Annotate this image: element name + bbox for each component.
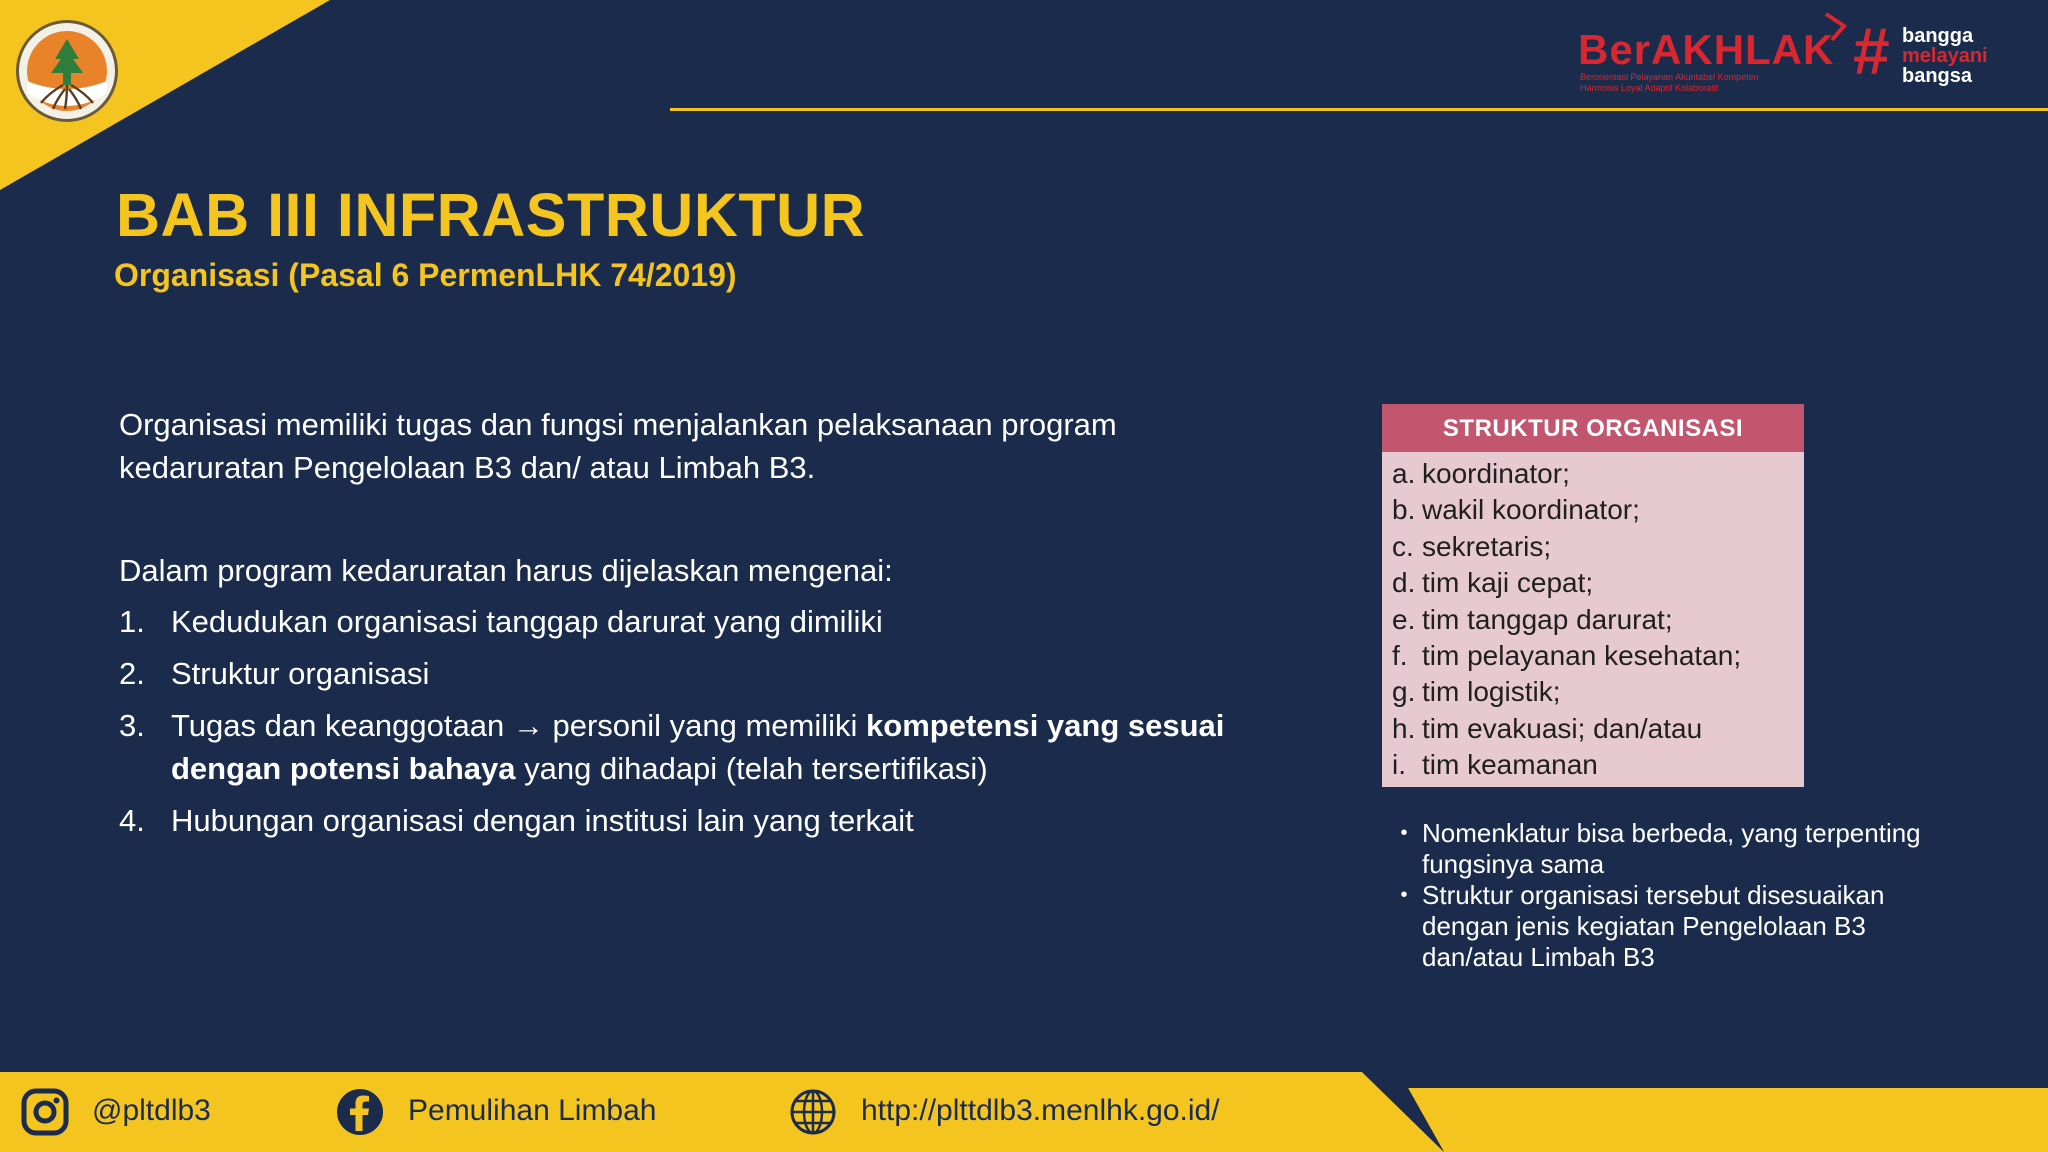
structure-list [1382,452,1804,784]
structure-box [1382,404,1804,787]
bullet-icon: • [1400,884,1408,906]
bullet-icon: • [1400,822,1408,844]
slide-body [119,403,1239,851]
structure-item: d. tim kaji cepat; [1392,567,1594,599]
structure-item: b. wakil koordinator; [1392,494,1640,526]
structure-item: g. tim logistik; [1392,676,1561,708]
lead-sentence: Dalam program kedaruratan harus dijelaskan mengenai: [119,553,893,588]
list-item: 2. Struktur organisasi [119,656,430,691]
ministry-logo [16,20,118,122]
structure-heading: STRUKTUR ORGANISASI [1382,404,1804,452]
note-item: • Struktur organisasi tersebut disesuaikan dengan jenis kegiatan Pengelolaan B3 dan/atau Limbah B3 [1386,880,1946,973]
note-item: • Nomenklatur bisa berbeda, yang terpenting fungsinya sama [1386,818,1946,880]
brand-name: BerAKHLAK [1578,26,1835,73]
brand-values: Berorientasi Pelayanan Akuntabel Kompeten Harmonis Loyal Adaptif Kolaboratif [1580,72,1759,93]
points-list [119,600,1239,842]
structure-item: e. tim tanggap darurat; [1392,603,1673,635]
structure-item: f. tim pelayanan kesehatan; [1392,640,1742,672]
structure-item: h. tim evakuasi; dan/atau [1392,712,1703,744]
header-divider [670,108,2048,111]
website-link[interactable]: http://plttdlb3.menlhk.go.id/ [861,1094,1220,1127]
facebook-page-link[interactable]: Pemulihan Limbah [408,1094,657,1127]
brand-arrow-icon [1822,12,1848,42]
instagram-icon[interactable] [20,1087,70,1137]
list-item: 1. Kedudukan organisasi tanggap darurat yang dimiliki [119,604,883,639]
structure-item: c. sekretaris; [1392,530,1552,562]
list-item: 4. Hubungan organisasi dengan institusi lain yang terkait [119,803,914,838]
list-item: 3. Tugas dan keanggotaan → personil yang memiliki kompetensi yang sesuai dengan potensi bahaya yang dihadapi (telah tersertifikasi) [119,708,1225,786]
hashtag-mark: # [1853,14,1890,88]
globe-icon[interactable] [788,1087,838,1137]
structure-item: a. koordinator; [1392,458,1570,489]
structure-item: i. tim keamanan [1392,749,1598,781]
slide-title: BAB III INFRASTRUKTUR [116,181,866,249]
facebook-icon[interactable] [335,1087,385,1137]
tree-emblem-icon [19,23,115,119]
slide-subtitle: Organisasi (Pasal 6 PermenLHK 74/2019) [114,257,737,293]
intro-paragraph: Organisasi memiliki tugas dan fungsi menjalankan pelaksanaan program kedaruratan Pengelolaan B3 dan/ atau Limbah B3. [119,407,1117,485]
instagram-handle-link[interactable]: @pltdlb3 [92,1094,211,1127]
emphasis-text: kompetensi yang sesuai dengan potensi bahaya [171,708,1225,786]
brand-tagline: bangga melayani bangsa [1902,25,1988,87]
notes-list [1386,818,1946,973]
